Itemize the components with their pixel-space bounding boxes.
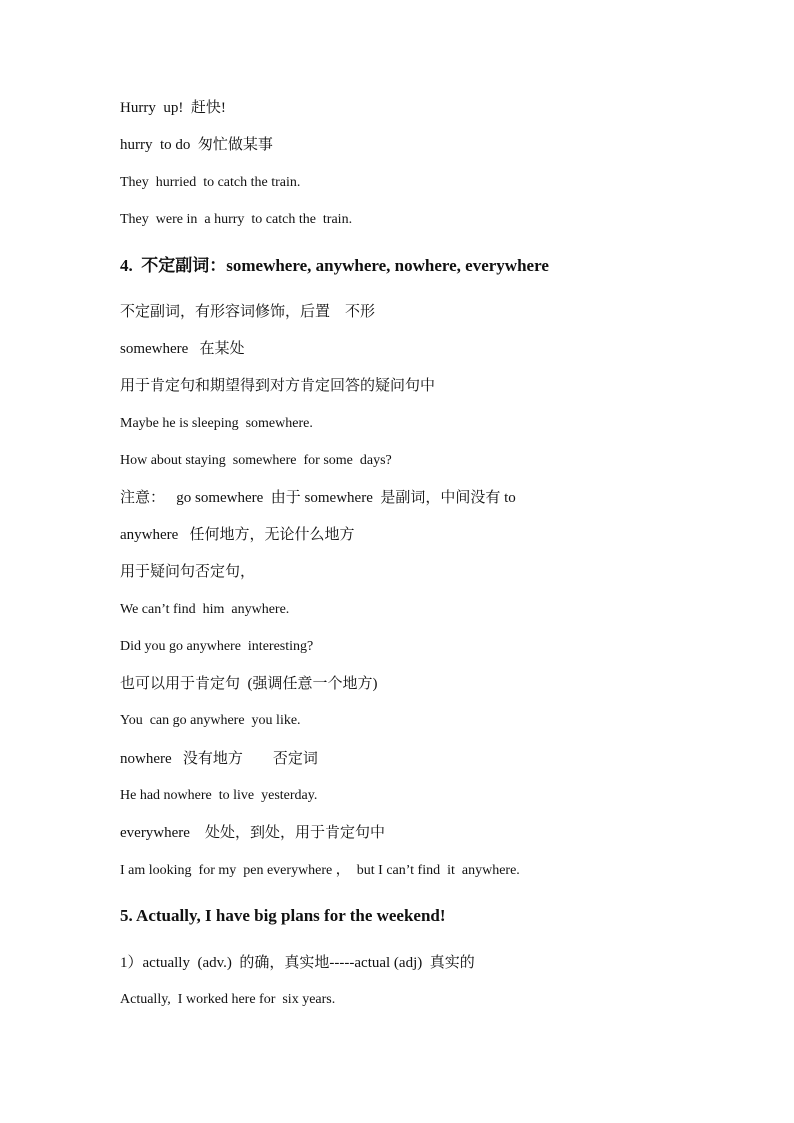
text-line-somewhere-usage: 用于肯定句和期望得到对方肯定回答的疑问句中 [120, 378, 436, 394]
text-line-nowhere-example: He had nowhere to live yesterday. [120, 788, 318, 803]
text-line-somewhere-definition: somewhere 在某处 [120, 341, 245, 357]
text-line-somewhere-example-1: Maybe he is sleeping somewhere. [120, 416, 313, 431]
text-line-anywhere-example-3: You can go anywhere you like. [120, 713, 301, 728]
text-line-anywhere-affirmative-note: 也可以用于肯定句 (强调任意一个地方) [120, 676, 378, 692]
text-line-anywhere-example-1: We can’t find him anywhere. [120, 602, 290, 617]
text-line-anywhere-definition: anywhere 任何地方，无论什么地方 [120, 527, 355, 543]
text-line-everywhere-example: I am looking for my pen everywhere ， but I can’t find it anywhere. [120, 863, 520, 878]
text-line-indefinite-adverb-note: 不定副词，有形容词修饰，后置 不形 [120, 304, 376, 320]
text-line-hurried-example: They hurried to catch the train. [120, 175, 301, 190]
text-line-anywhere-example-2: Did you go anywhere interesting? [120, 639, 314, 654]
section-heading-actually: 5. Actually, I have big plans for the weekend! [120, 906, 446, 925]
text-line-attention-note: 注意： go somewhere 由于 somewhere 是副词，中间没有 to [120, 490, 516, 506]
text-line-hurry-up: Hurry up! 赶快! [120, 100, 226, 116]
text-line-nowhere-definition: nowhere 没有地方 否定词 [120, 751, 318, 767]
text-line-somewhere-example-2: How about staying somewhere for some days? [120, 453, 392, 468]
text-line-hurry-to-do: hurry to do 匆忙做某事 [120, 137, 273, 153]
text-line-in-a-hurry-example: They were in a hurry to catch the train. [120, 212, 353, 227]
text-line-anywhere-usage: 用于疑问句否定句， [120, 564, 256, 580]
text-line-actually-example: Actually, I worked here for six years. [120, 992, 336, 1007]
text-line-actually-definition: 1）actually (adv.) 的确，真实地-----actual (adj) 真实的 [120, 955, 475, 971]
section-heading-indefinite-adverbs: 4. 不定副词：somewhere, anywhere, nowhere, everywhere [120, 256, 549, 275]
text-line-everywhere-definition: everywhere 处处，到处，用于肯定句中 [120, 825, 385, 841]
